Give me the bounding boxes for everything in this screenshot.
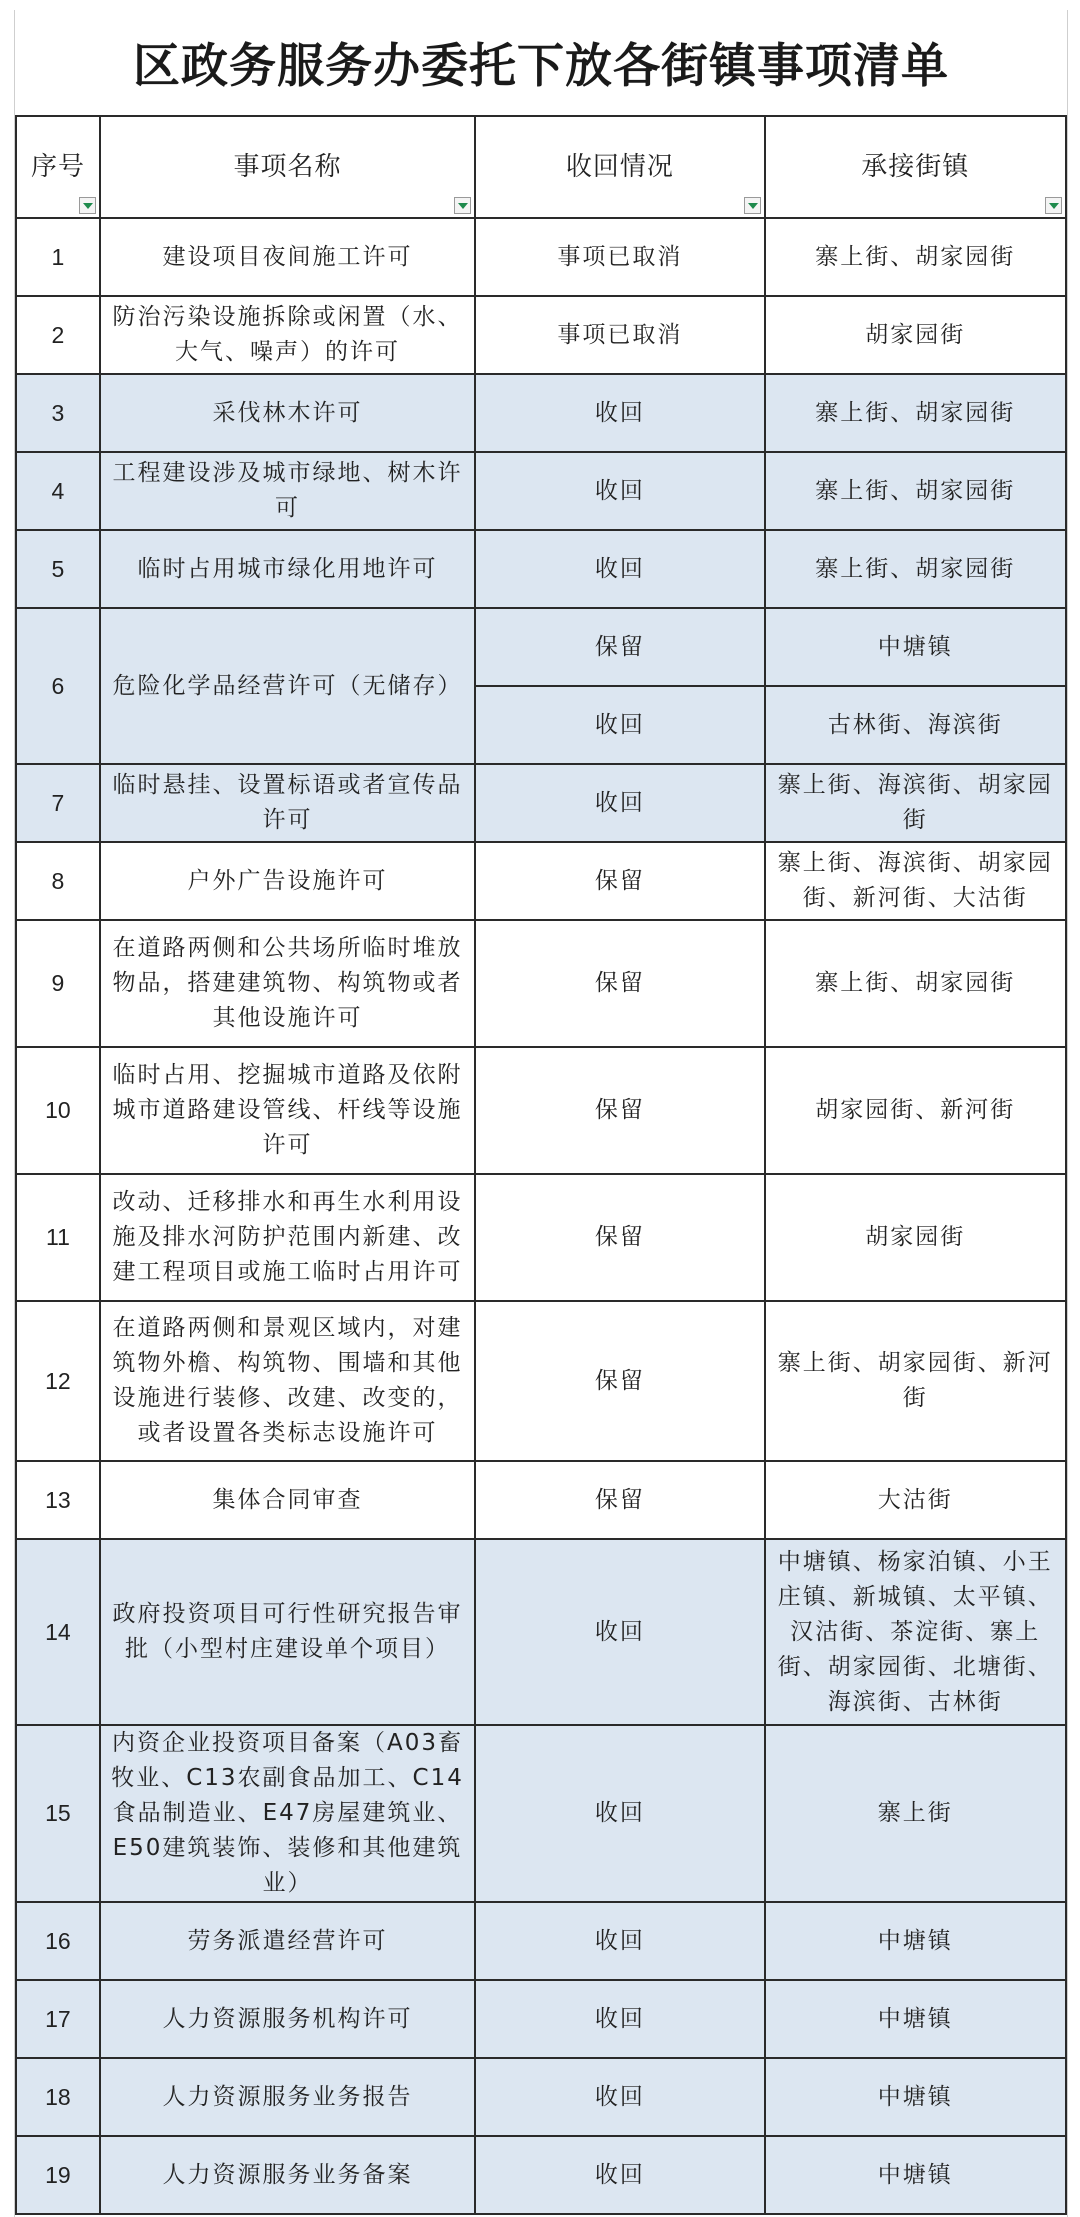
page-title: 区政务服务办委托下放各街镇事项清单 xyxy=(133,39,949,94)
header-item-name: 事项名称 xyxy=(100,116,475,218)
table-row xyxy=(16,218,1066,296)
row-status: 收回 xyxy=(475,374,764,452)
filter-dropdown-icon[interactable] xyxy=(1045,197,1062,214)
row-status: 保留 xyxy=(475,1301,764,1461)
table-row xyxy=(16,374,1066,452)
spreadsheet-sheet xyxy=(14,10,1068,2217)
row-status: 收回 xyxy=(475,2136,764,2214)
filter-dropdown-icon[interactable] xyxy=(744,197,761,214)
table-row xyxy=(16,1902,1066,1980)
row-item-name: 临时占用城市绿化用地许可 xyxy=(100,530,475,608)
table-row xyxy=(16,608,1066,686)
row-item-name: 人力资源服务业务备案 xyxy=(100,2136,475,2214)
row-item-name: 政府投资项目可行性研究报告审批（小型村庄建设单个项目） xyxy=(100,1539,475,1725)
row-towns: 中塘镇 xyxy=(765,2136,1066,2214)
header-towns: 承接街镇 xyxy=(765,116,1066,218)
table-row xyxy=(16,1174,1066,1301)
row-item-name: 集体合同审查 xyxy=(100,1461,475,1539)
row-serial: 1 xyxy=(16,218,100,296)
table-row xyxy=(16,2058,1066,2136)
row-towns: 寨上街、胡家园街 xyxy=(765,218,1066,296)
row-serial: 19 xyxy=(16,2136,100,2214)
row-status: 保留 xyxy=(475,920,764,1047)
row-item-name: 改动、迁移排水和再生水利用设施及排水河防护范围内新建、改建工程项目或施工临时占用许可 xyxy=(100,1174,475,1301)
table-row xyxy=(16,1725,1066,1902)
row-item-name: 内资企业投资项目备案（A03畜牧业、C13农副食品加工、C14食品制造业、E47房屋建筑业、E50建筑装饰、装修和其他建筑业） xyxy=(100,1725,475,1902)
row-status: 收回 xyxy=(475,764,764,842)
table-row xyxy=(16,530,1066,608)
row-towns: 中塘镇 xyxy=(765,1902,1066,1980)
row-towns: 中塘镇 xyxy=(765,1980,1066,2058)
row-serial: 11 xyxy=(16,1174,100,1301)
row-item-name: 在道路两侧和公共场所临时堆放物品，搭建建筑物、构筑物或者其他设施许可 xyxy=(100,920,475,1047)
row-serial: 17 xyxy=(16,1980,100,2058)
row-status: 收回 xyxy=(475,686,764,764)
row-serial: 9 xyxy=(16,920,100,1047)
table-row xyxy=(16,1047,1066,1174)
row-towns: 胡家园街、新河街 xyxy=(765,1047,1066,1174)
row-towns: 寨上街、胡家园街、新河街 xyxy=(765,1301,1066,1461)
header-status: 收回情况 xyxy=(475,116,764,218)
row-item-name: 户外广告设施许可 xyxy=(100,842,475,920)
row-item-name: 采伐林木许可 xyxy=(100,374,475,452)
row-serial: 2 xyxy=(16,296,100,374)
row-serial: 15 xyxy=(16,1725,100,1902)
table-row xyxy=(16,1461,1066,1539)
table-header-row xyxy=(16,116,1066,218)
row-towns: 中塘镇、杨家泊镇、小王庄镇、新城镇、太平镇、汉沽街、茶淀街、寨上街、胡家园街、北塘街、海滨街、古林街 xyxy=(765,1539,1066,1725)
table-row xyxy=(16,920,1066,1047)
table-row xyxy=(16,452,1066,530)
row-item-name: 危险化学品经营许可（无储存） xyxy=(100,608,475,764)
row-serial: 3 xyxy=(16,374,100,452)
row-towns: 寨上街、海滨街、胡家园街、新河街、大沽街 xyxy=(765,842,1066,920)
row-serial: 13 xyxy=(16,1461,100,1539)
row-status: 收回 xyxy=(475,1980,764,2058)
filter-dropdown-icon[interactable] xyxy=(79,197,96,214)
row-serial: 4 xyxy=(16,452,100,530)
row-status: 收回 xyxy=(475,2058,764,2136)
row-status: 收回 xyxy=(475,452,764,530)
row-item-name: 人力资源服务业务报告 xyxy=(100,2058,475,2136)
row-item-name: 人力资源服务机构许可 xyxy=(100,1980,475,2058)
row-status: 收回 xyxy=(475,1539,764,1725)
table-row xyxy=(16,1301,1066,1461)
table-row xyxy=(16,1980,1066,2058)
row-serial: 14 xyxy=(16,1539,100,1725)
row-status: 保留 xyxy=(475,1461,764,1539)
row-towns: 寨上街、胡家园街 xyxy=(765,452,1066,530)
row-item-name: 劳务派遣经营许可 xyxy=(100,1902,475,1980)
row-status: 事项已取消 xyxy=(475,296,764,374)
table-row xyxy=(16,2136,1066,2214)
row-item-name: 在道路两侧和景观区域内，对建筑物外檐、构筑物、围墙和其他设施进行装修、改建、改变的，或者设置各类标志设施许可 xyxy=(100,1301,475,1461)
row-status: 事项已取消 xyxy=(475,218,764,296)
row-serial: 16 xyxy=(16,1902,100,1980)
row-status: 保留 xyxy=(475,842,764,920)
row-towns: 寨上街、胡家园街 xyxy=(765,374,1066,452)
row-serial: 5 xyxy=(16,530,100,608)
table-row xyxy=(16,1539,1066,1725)
row-towns: 中塘镇 xyxy=(765,2058,1066,2136)
row-towns: 古林街、海滨街 xyxy=(765,686,1066,764)
row-serial: 10 xyxy=(16,1047,100,1174)
items-table xyxy=(15,115,1067,2215)
row-status: 保留 xyxy=(475,1047,764,1174)
row-towns: 寨上街、胡家园街 xyxy=(765,530,1066,608)
row-status: 收回 xyxy=(475,530,764,608)
row-item-name: 临时悬挂、设置标语或者宣传品许可 xyxy=(100,764,475,842)
row-item-name: 防治污染设施拆除或闲置（水、大气、噪声）的许可 xyxy=(100,296,475,374)
table-row xyxy=(16,842,1066,920)
row-serial: 12 xyxy=(16,1301,100,1461)
row-item-name: 临时占用、挖掘城市道路及依附城市道路建设管线、杆线等设施许可 xyxy=(100,1047,475,1174)
row-towns: 寨上街、胡家园街 xyxy=(765,920,1066,1047)
row-serial: 6 xyxy=(16,608,100,764)
row-towns: 大沽街 xyxy=(765,1461,1066,1539)
header-serial: 序号 xyxy=(16,116,100,218)
row-towns: 胡家园街 xyxy=(765,296,1066,374)
filter-dropdown-icon[interactable] xyxy=(454,197,471,214)
row-towns: 寨上街、海滨街、胡家园街 xyxy=(765,764,1066,842)
row-serial: 8 xyxy=(16,842,100,920)
row-towns: 寨上街 xyxy=(765,1725,1066,1902)
row-status: 保留 xyxy=(475,1174,764,1301)
row-status: 收回 xyxy=(475,1902,764,1980)
table-row xyxy=(16,764,1066,842)
row-serial: 7 xyxy=(16,764,100,842)
row-status: 保留 xyxy=(475,608,764,686)
row-status: 收回 xyxy=(475,1725,764,1902)
row-towns: 胡家园街 xyxy=(765,1174,1066,1301)
row-towns: 中塘镇 xyxy=(765,608,1066,686)
row-item-name: 建设项目夜间施工许可 xyxy=(100,218,475,296)
row-serial: 18 xyxy=(16,2058,100,2136)
row-item-name: 工程建设涉及城市绿地、树木许可 xyxy=(100,452,475,530)
table-row xyxy=(16,296,1066,374)
